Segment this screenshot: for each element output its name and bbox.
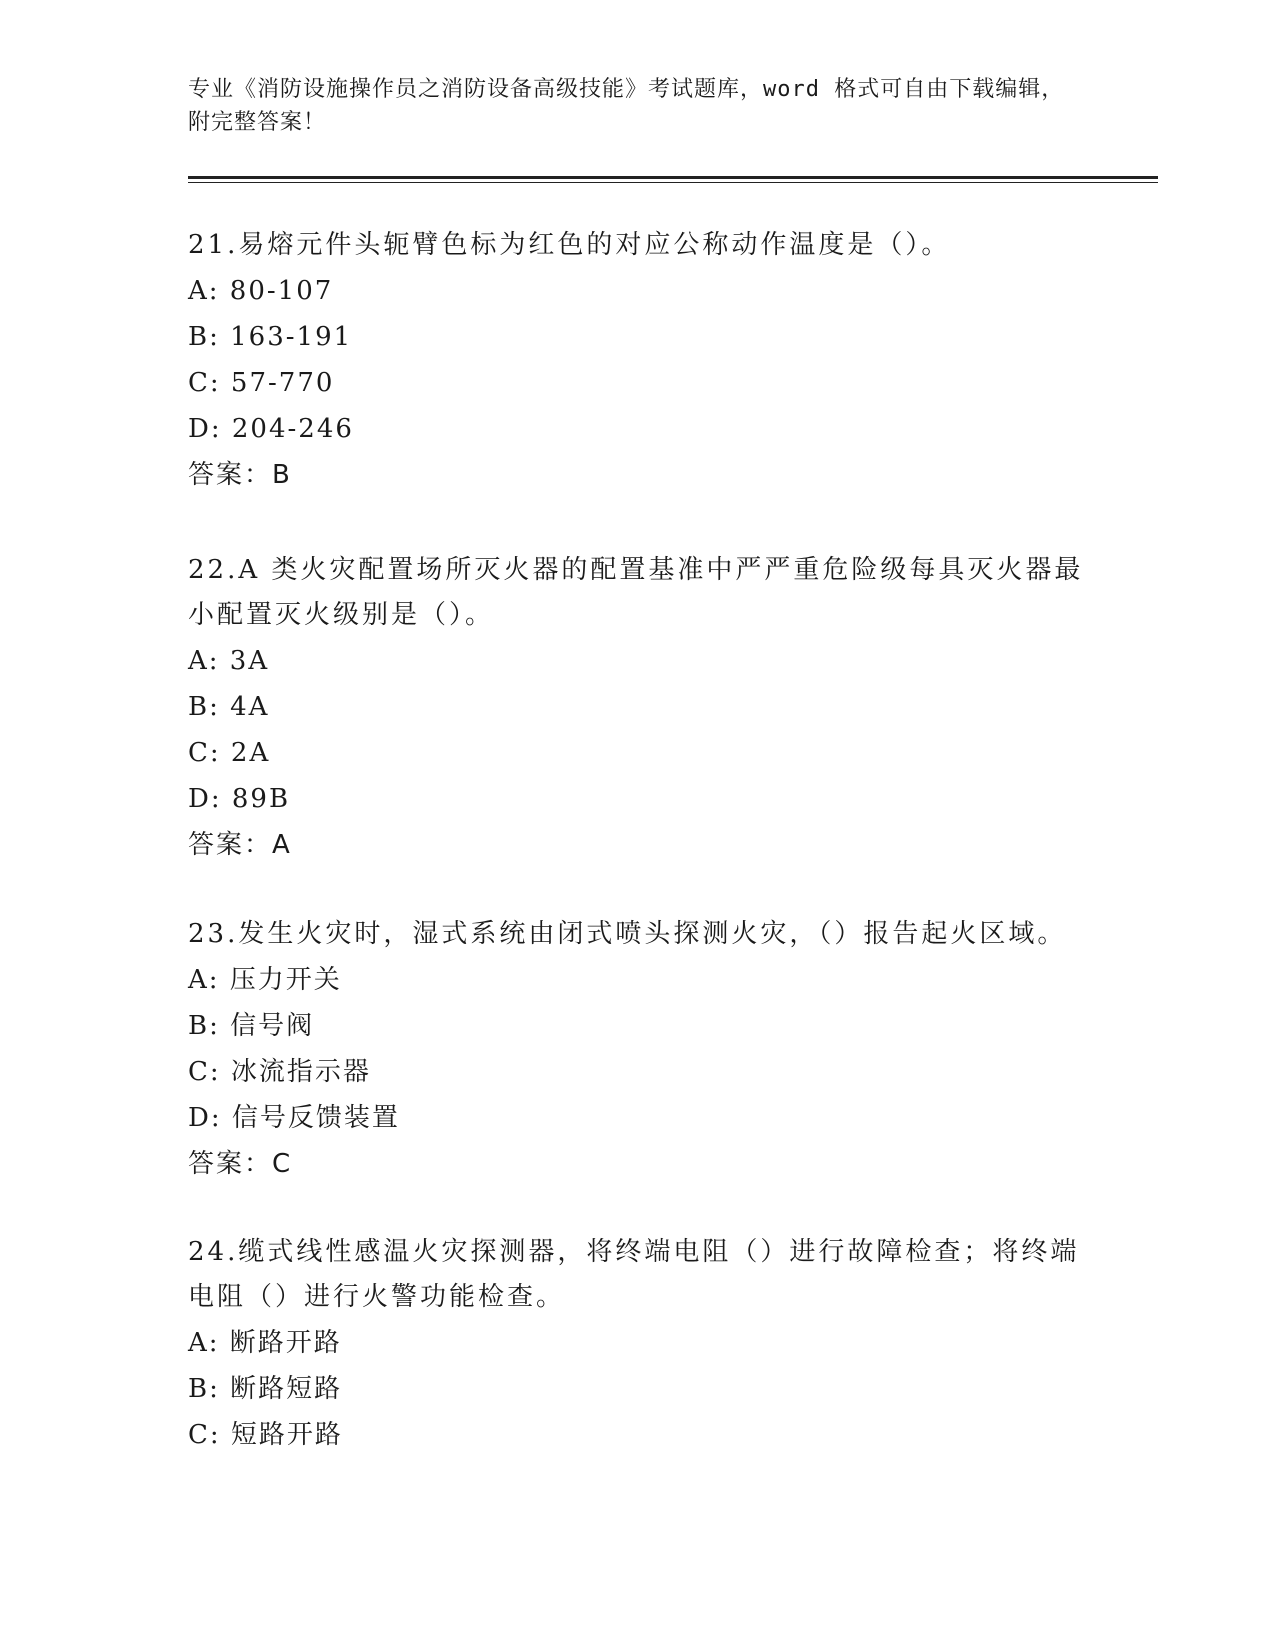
- answer-label: 答案：C: [188, 1149, 293, 1179]
- option-c: C: 2A: [188, 738, 271, 768]
- option-a: A: 80-107: [188, 276, 334, 306]
- header-divider-thick: [188, 176, 1158, 179]
- option-b: B: 4A: [188, 692, 270, 722]
- question-23: [188, 912, 1088, 1187]
- question-stem: 21.易熔元件头轭臂色标为红色的对应公称动作温度是（）。: [188, 230, 951, 260]
- option-c: C: 冰流指示器: [188, 1057, 371, 1087]
- option-a: A: 断路开路: [188, 1328, 342, 1358]
- option-b: B: 断路短路: [188, 1374, 343, 1404]
- question-stem: 23.发生火灾时，湿式系统由闭式喷头探测火灾，（）报告起火区域。: [188, 919, 1067, 949]
- option-c: C: 57-770: [188, 368, 335, 398]
- question-24: [188, 1230, 1088, 1458]
- document-header: 专业《消防设施操作员之消防设备高级技能》考试题库，word 格式可自由下载编辑，附完整答案！: [188, 77, 1065, 135]
- option-c: C: 短路开路: [188, 1420, 343, 1450]
- answer-label: 答案：B: [188, 460, 292, 490]
- question-22: [188, 548, 1088, 868]
- question-stem: 22.A 类火灾配置场所灭火器的配置基准中严严重危险级每具灭火器最小配置灭火级别是（）。: [188, 555, 1084, 630]
- option-d: D: 89B: [188, 784, 291, 814]
- answer-label: 答案：A: [188, 830, 292, 860]
- question-21: [188, 223, 1088, 498]
- option-a: A: 压力开关: [188, 965, 342, 995]
- header-divider-thin: [188, 182, 1158, 183]
- question-stem: 24.缆式线性感温火灾探测器，将终端电阻（）进行故障检查；将终端电阻（）进行火警功能检查。: [188, 1237, 1080, 1312]
- option-a: A: 3A: [188, 646, 270, 676]
- option-b: B: 信号阀: [188, 1011, 315, 1041]
- option-b: B: 163-191: [188, 322, 353, 352]
- option-d: D: 信号反馈装置: [188, 1103, 400, 1133]
- option-d: D: 204-246: [188, 414, 354, 444]
